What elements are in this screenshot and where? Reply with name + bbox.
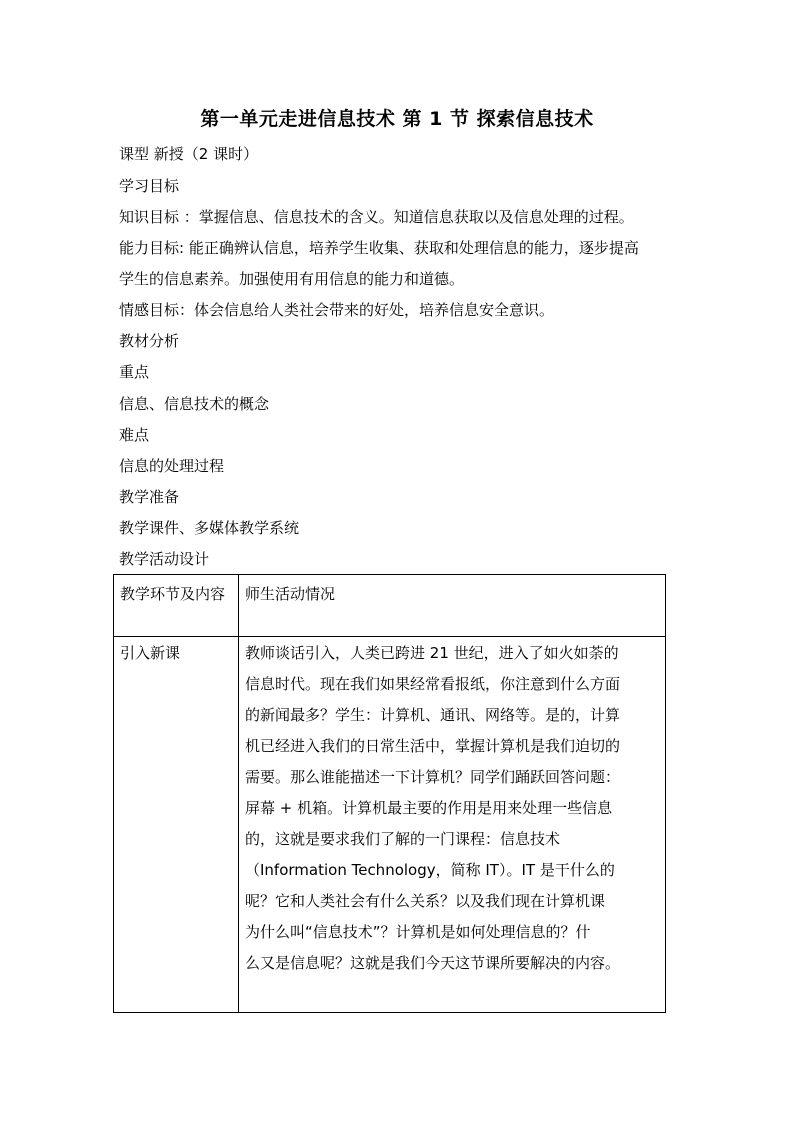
heading-key-points: 重点 (119, 363, 150, 381)
teaching-prep-text: 教学课件、多媒体教学系统 (119, 519, 300, 537)
content-line: 机已经进入我们的日常生活中，掌握计算机是我们迫切的 (245, 737, 621, 755)
table-row (114, 637, 666, 1013)
content-line: （Information Technology，简称 IT）。IT 是干什么的 (245, 861, 615, 879)
content-line: 么又是信息呢？这就是我们今天这节课所要解决的内容。 (245, 954, 621, 972)
row-content (239, 637, 665, 979)
lesson-type: 课型 新授（2 课时） (119, 145, 259, 163)
row-stage-label: 引入新课 (120, 644, 181, 662)
difficulties-text: 信息的处理过程 (119, 457, 225, 475)
heading-learning-objectives: 学习目标 (119, 177, 180, 195)
heading-teaching-prep: 教学准备 (119, 488, 180, 506)
heading-activity-design: 教学活动设计 (119, 550, 210, 568)
heading-material-analysis: 教材分析 (119, 332, 180, 350)
content-line: 的新闻最多？学生：计算机、通讯、网络等。是的，计算 (245, 706, 621, 724)
activity-table (113, 574, 666, 1013)
content-line: 的，这就是要求我们了解的一门课程：信息技术 (245, 830, 561, 848)
content-line: 呢？它和人类社会有什么关系？以及我们现在计算机课 (245, 892, 606, 910)
document-title: 第一单元走进信息技术 第 1 节 探索信息技术 (200, 108, 594, 130)
row-cell-stage (114, 637, 239, 1013)
header-stage-label: 教学环节及内容 (120, 585, 226, 603)
content-line: 教师谈话引入，人类已跨进 21 世纪，进入了如火如荼的 (245, 644, 619, 662)
header-activity-label: 师生活动情况 (245, 585, 336, 603)
header-cell-activity (239, 575, 666, 637)
ability-objective-line-2: 学生的信息素养。加强使用有用信息的能力和道德。 (119, 270, 465, 288)
knowledge-objective: 知识目标 ：掌握信息、信息技术的含义。知道信息获取以及信息处理的过程。 (119, 208, 634, 226)
content-line: 信息时代。现在我们如果经常看报纸，你注意到什么方面 (245, 675, 621, 693)
content-line: 为什么叫“信息技术”？计算机是如何处理信息的？什 (245, 923, 591, 941)
row-cell-content (239, 637, 666, 1013)
emotion-objective: 情感目标：体会信息给人类社会带来的好处，培养信息安全意识。 (119, 301, 555, 319)
content-line: 需要。那么谁能描述一下计算机？同学们踊跃回答问题： (245, 768, 621, 786)
content-line: 屏幕 + 机箱。计算机最主要的作用是用来处理一些信息 (245, 799, 613, 817)
key-points-text: 信息、信息技术的概念 (119, 395, 270, 413)
header-cell-stage (114, 575, 239, 637)
table-header-row (114, 575, 666, 637)
ability-objective-line-1: 能力目标: 能正确辨认信息，培养学生收集、获取和处理信息的能力，逐步提高 (119, 239, 639, 257)
heading-difficulties: 难点 (119, 426, 150, 444)
